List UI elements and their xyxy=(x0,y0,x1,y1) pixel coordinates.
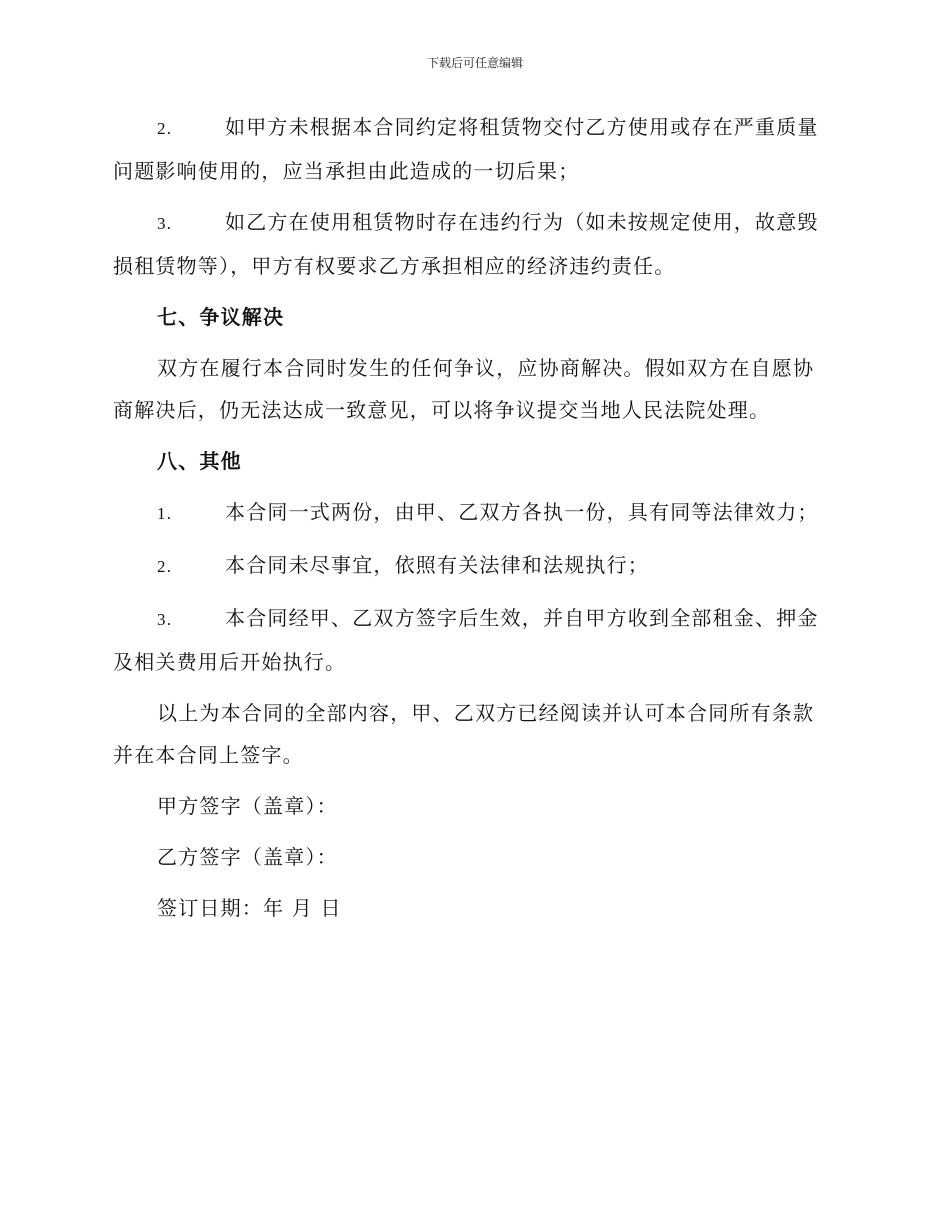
clause-number: 2. xyxy=(157,557,173,576)
clause-item xyxy=(113,597,833,683)
dispute-paragraph: 双方在履行本合同时发生的任何争议，应协商解决。假如双方在自愿协商解决后，仍无法达成一致意见，可以将争议提交当地人民法院处理。 xyxy=(113,356,815,422)
clause-text: 如乙方在使用租赁物时存在违约行为（如未按规定使用，故意毁损租赁物等），甲方有权要求乙方承担相应的经济违约责任。 xyxy=(113,210,819,278)
closing-paragraph: 以上为本合同的全部内容，甲、乙双方已经阅读并认可本合同所有条款并在本合同上签字。 xyxy=(113,701,815,767)
clause-number: 3. xyxy=(157,214,173,233)
header-note: 下载后可任意编辑 xyxy=(426,56,523,70)
clause-item xyxy=(113,106,833,192)
party-b-signature-line: 乙方签字（盖章）： xyxy=(157,845,338,869)
clause-item xyxy=(113,201,833,287)
clause-text: 本合同未尽事宜，依照有关法律和法规执行； xyxy=(225,553,649,577)
clause-number: 2. xyxy=(157,119,173,138)
signing-date-line: 签订日期：年 月 日 xyxy=(157,896,342,920)
section-heading-dispute: 七、争议解决 xyxy=(157,305,285,329)
clause-text: 如甲方未根据本合同约定将租赁物交付乙方使用或存在严重质量问题影响使用的，应当承担由此造成的一切后果； xyxy=(113,115,819,183)
party-a-signature-line: 甲方签字（盖章）： xyxy=(157,794,338,818)
section-heading-other: 八、其他 xyxy=(157,449,242,473)
contract-body xyxy=(113,106,833,938)
clause-item xyxy=(113,491,833,535)
clause-text: 本合同一式两份，由甲、乙双方各执一份，具有同等法律效力； xyxy=(225,500,819,524)
clause-number: 1. xyxy=(157,504,173,523)
clause-item xyxy=(113,544,833,588)
clause-number: 3. xyxy=(157,610,173,629)
clause-text: 本合同经甲、乙双方签字后生效，并自甲方收到全部租金、押金及相关费用后开始执行。 xyxy=(113,606,819,674)
